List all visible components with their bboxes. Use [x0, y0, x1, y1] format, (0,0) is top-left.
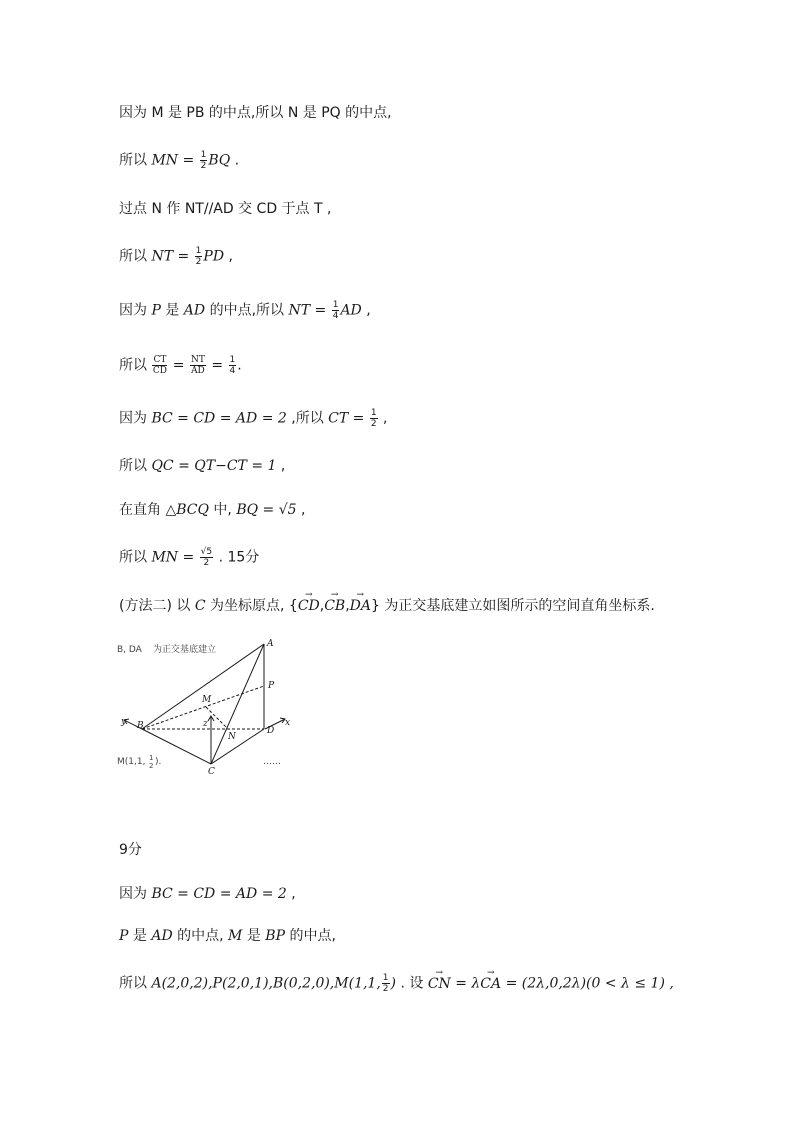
- math: AD: [340, 302, 362, 319]
- numerator: CT: [153, 355, 167, 365]
- fraction: [190, 355, 206, 376]
- text: .: [237, 357, 242, 374]
- denominator: 2: [382, 984, 389, 994]
- math: NT =: [151, 248, 194, 265]
- vector: → CA: [480, 974, 501, 994]
- denominator: 2: [200, 161, 207, 171]
- text-line-12: 9分: [119, 842, 142, 858]
- text: ,: [224, 248, 233, 265]
- text: ,: [296, 502, 306, 518]
- figure-caption-text: 为正交基底建立: [153, 645, 217, 655]
- label-M: M: [202, 695, 212, 705]
- label-y: y: [121, 717, 127, 727]
- text: 所以: [119, 458, 152, 474]
- text: } 为正交基底建立如图所示的空间直角坐标系.: [371, 598, 655, 614]
- figure-dots: ……: [263, 757, 281, 767]
- text-line-3: 过点 N 作 NT//AD 交 CD 于点 T ,: [119, 201, 332, 217]
- label-B: B: [137, 721, 144, 731]
- text-line-15: [119, 973, 674, 994]
- math: △BCQ: [165, 502, 209, 518]
- label-D: D: [267, 726, 275, 736]
- math: A(2,0,2),P(2,0,1),B(0,2,0),M: [151, 975, 349, 992]
- math: P: [151, 302, 161, 319]
- math: = (2λ,0,2λ)(0 < λ ≤ 1) ,: [501, 975, 674, 992]
- text-line-9: [119, 500, 305, 520]
- label-z: z: [203, 719, 208, 729]
- numerator: 1: [195, 246, 202, 256]
- numerator: NT: [190, 355, 205, 365]
- fraction: [195, 246, 203, 267]
- math: BP: [265, 928, 285, 944]
- text: 所以: [119, 152, 152, 169]
- math: AD: [151, 928, 173, 944]
- text: 是: [242, 928, 266, 944]
- numerator: √5: [200, 547, 213, 557]
- math: BQ: [208, 152, 231, 169]
- denominator: 2: [203, 558, 210, 568]
- label-A: A: [267, 639, 274, 649]
- fraction: [332, 300, 340, 321]
- equals: =: [168, 357, 189, 374]
- vector: → CB: [324, 596, 345, 616]
- text: 的中点,: [172, 928, 229, 944]
- math: MN =: [151, 152, 199, 169]
- vector: → CD: [298, 596, 320, 616]
- text-line-8: [119, 456, 285, 476]
- text-line-10: [119, 547, 259, 568]
- math: AD: [183, 302, 206, 319]
- text: . 设: [396, 975, 428, 992]
- text-line-14: [119, 926, 336, 946]
- numerator: 1: [370, 408, 377, 418]
- denominator: 4: [332, 311, 339, 321]
- text-line-2: [119, 150, 239, 171]
- text-line-1: 因为 M 是 PB 的中点,所以 N 是 PQ 的中点,: [119, 105, 392, 121]
- equals: =: [206, 357, 228, 374]
- text: 的中点,: [285, 928, 336, 944]
- edge-MN: [206, 707, 227, 728]
- text: ,: [361, 302, 371, 319]
- numerator: 1: [332, 300, 339, 310]
- text: ,: [319, 598, 325, 614]
- label-C: C: [208, 767, 215, 777]
- text-line-5: [119, 300, 371, 321]
- fraction: [200, 150, 208, 171]
- math: P: [119, 928, 129, 944]
- vector: → CN: [428, 974, 451, 994]
- text: 所以: [119, 248, 152, 265]
- numerator: 1: [229, 355, 236, 365]
- math: ): [390, 975, 396, 992]
- math: (1,1,: [348, 975, 381, 992]
- text: (方法二) 以: [119, 598, 195, 614]
- text: 中,: [208, 502, 237, 518]
- math: QC = QT−CT = 1: [151, 458, 277, 474]
- fraction: [370, 408, 378, 429]
- math: BQ = √5: [236, 502, 297, 518]
- denominator: 2: [195, 257, 202, 267]
- text: . 15分: [214, 549, 260, 566]
- text-line-6: [119, 355, 242, 376]
- numerator: 1: [382, 973, 389, 983]
- math: M: [228, 928, 243, 944]
- label-x: x: [285, 718, 291, 728]
- coordinate-figure: [115, 636, 295, 781]
- denominator: CD: [152, 366, 167, 376]
- text: ,所以: [286, 410, 329, 427]
- text: 所以: [119, 549, 152, 566]
- denominator: 4: [229, 366, 236, 376]
- math: BC = CD = AD = 2: [151, 886, 287, 902]
- text: 是: [128, 928, 152, 944]
- math: C: [194, 598, 206, 614]
- text: 在直角: [119, 502, 166, 518]
- text: 因为: [119, 302, 152, 319]
- math: = λ: [450, 975, 481, 992]
- text: ,: [286, 886, 296, 902]
- text: ,: [345, 598, 350, 614]
- figure-coord-num: 1: [149, 754, 154, 762]
- text: 所以: [119, 357, 152, 374]
- text-line-7: [119, 408, 387, 429]
- label-P: P: [268, 681, 275, 691]
- text: ,: [276, 458, 286, 474]
- math: NT =: [288, 302, 331, 319]
- text: .: [230, 152, 240, 169]
- numerator: 1: [200, 150, 207, 160]
- text-line-4: [119, 246, 233, 267]
- math: BC = CD = AD = 2: [151, 410, 287, 427]
- text: 因为: [119, 410, 152, 427]
- text: ,: [378, 410, 388, 427]
- math: CT =: [328, 410, 369, 427]
- text: 为坐标原点, {: [205, 598, 298, 614]
- pyramid-diagram: [115, 636, 295, 781]
- fraction: [382, 973, 390, 994]
- text-line-11: [119, 596, 655, 616]
- text: 所以: [119, 975, 152, 992]
- label-N: N: [228, 732, 236, 742]
- vector: → DA: [350, 596, 371, 616]
- figure-coord-end: ).: [155, 757, 162, 767]
- fraction: [152, 355, 167, 376]
- text: 的中点,所以: [205, 302, 289, 319]
- figure-coord-den: 2: [149, 762, 154, 770]
- fraction: [229, 355, 237, 376]
- text: 因为: [119, 886, 152, 902]
- figure-caption-vectors: B, DA: [117, 645, 142, 655]
- text-line-13: [119, 884, 296, 904]
- math: PD: [203, 248, 225, 265]
- denominator: AD: [191, 366, 205, 376]
- math: MN =: [151, 549, 199, 566]
- figure-coord-text: M(1,1,: [117, 757, 146, 767]
- text: 是: [160, 302, 184, 319]
- fraction: [200, 547, 213, 568]
- denominator: 2: [370, 419, 377, 429]
